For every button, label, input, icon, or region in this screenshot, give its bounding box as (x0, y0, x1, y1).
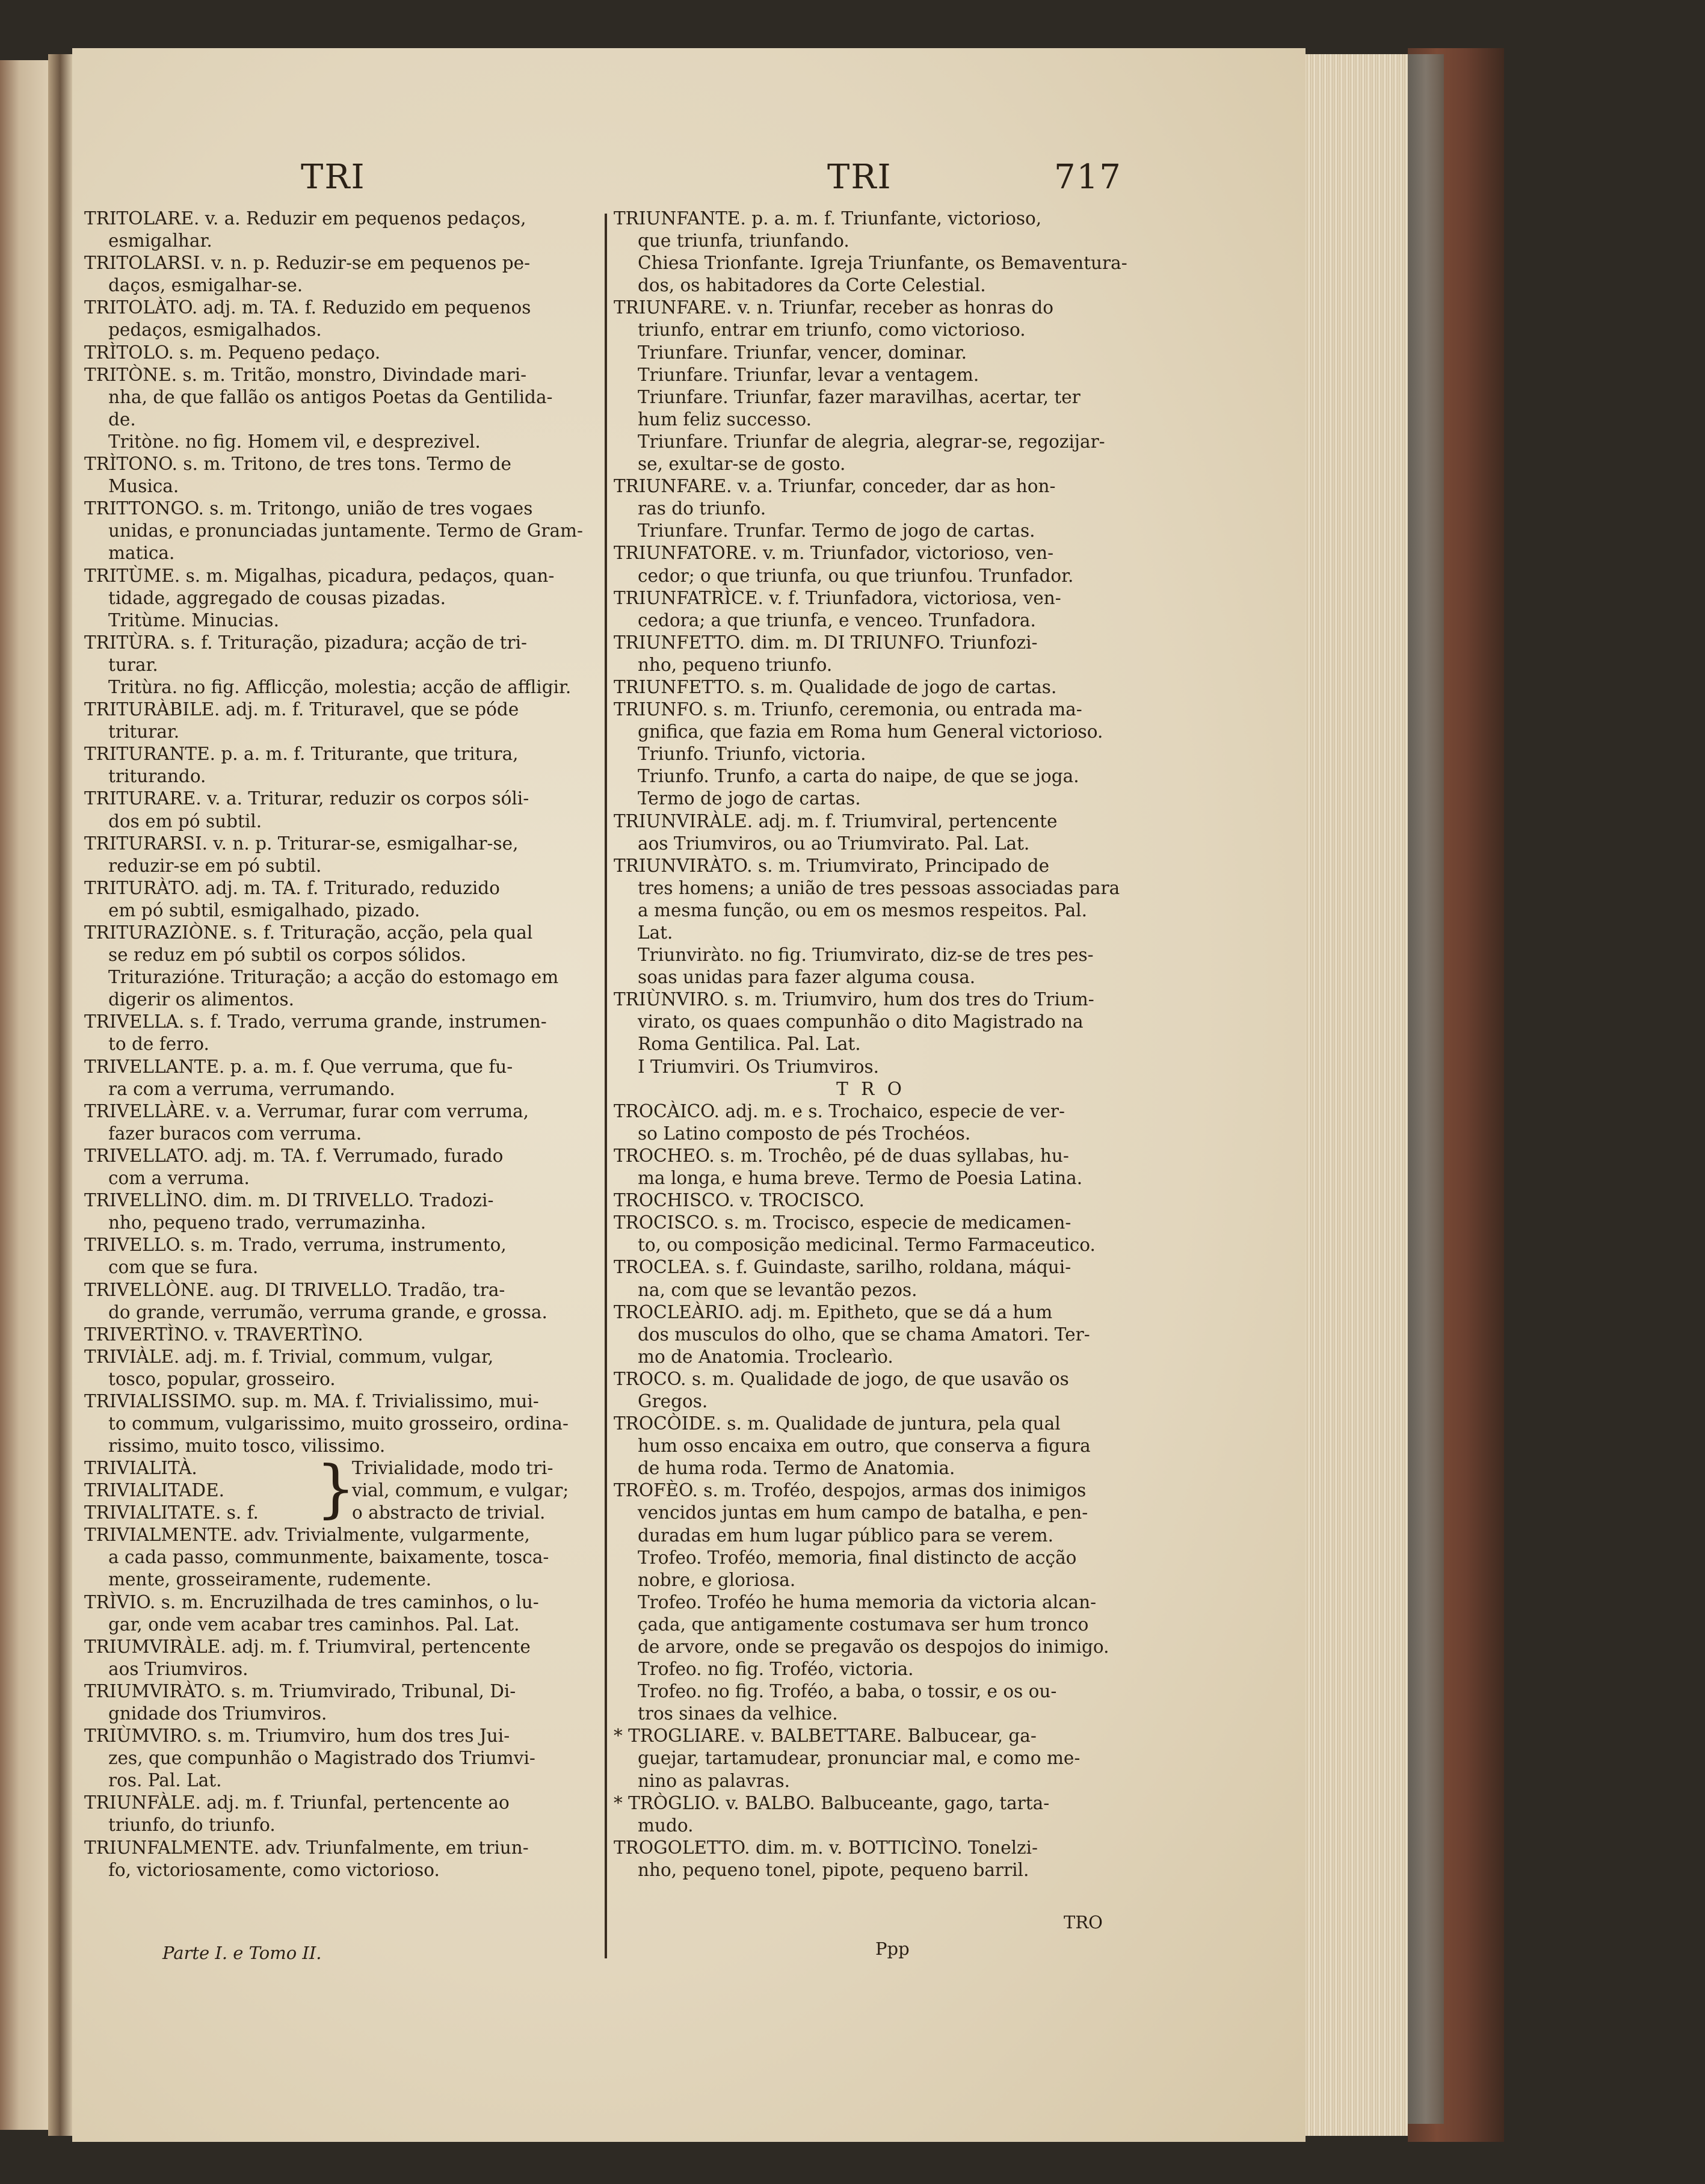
dictionary-line: Tritòne. no fig. Homem vil, e desprezivel. (108, 431, 481, 452)
dictionary-line: TRIVELLO. s. m. Trado, verruma, instrumento, (84, 1235, 507, 1256)
dictionary-line: TRIVELLÒNE. aug. DI TRIVELLO. Tradão, tra- (84, 1279, 505, 1300)
dictionary-line: TRIUNFANTE. p. a. m. f. Triunfante, victorioso, (614, 208, 1042, 229)
dictionary-line: fazer buracos com verruma. (108, 1123, 362, 1144)
dictionary-line: TRIUNVIRÀLE. adj. m. f. Triumviral, pertencente (614, 810, 1058, 831)
dictionary-line: TRIUNFATRÌCE. v. f. Triunfadora, victoriosa, ven- (614, 587, 1061, 608)
dictionary-line: ras do triunfo. (638, 498, 766, 519)
catchword: TRO (1064, 1912, 1103, 1933)
dictionary-line: soas unidas para fazer alguma cousa. (638, 967, 976, 988)
dictionary-line: TROCÀICO. adj. m. e s. Trochaico, especie de ver- (614, 1100, 1065, 1121)
dictionary-line: de arvore, onde se pregavão os despojos do inimigo. (638, 1636, 1109, 1657)
dictionary-line: to, ou composição medicinal. Termo Farmaceutico. (638, 1235, 1096, 1256)
dictionary-line: TRITURÀTO. adj. m. TA. f. Triturado, reduzido (84, 877, 500, 898)
dictionary-line: na, com que se levantão pezos. (638, 1279, 917, 1300)
dictionary-line: Chiesa Trionfante. Igreja Triunfante, os Bemaventura- (638, 253, 1127, 274)
dictionary-line: triturar. (108, 721, 180, 742)
dictionary-line: tres homens; a união de tres pessoas associadas para (638, 877, 1120, 898)
dictionary-line: nho, pequeno trado, verrumazinha. (108, 1212, 427, 1233)
volume-note: Parte I. e Tomo II. (162, 1943, 322, 1963)
dictionary-line: so Latino composto de pés Trochéos. (638, 1123, 971, 1144)
dictionary-line: zes, que compunhão o Magistrado dos Triumvi- (108, 1748, 535, 1769)
dictionary-line: tidade, aggregado de cousas pizadas. (108, 587, 446, 608)
dictionary-line: TRIUMVIRÀTO. s. m. Triumvirado, Tribunal, Di- (84, 1680, 516, 1701)
dictionary-line: aos Triumviros, ou ao Triumvirato. Pal. Lat. (638, 833, 1030, 854)
dictionary-line: * TRÒGLIO. v. BALBO. Balbuceante, gago, tarta- (614, 1792, 1050, 1813)
dictionary-line: TRITURAZIÒNE. s. f. Trituração, acção, pela qual (84, 922, 533, 943)
dictionary-line: com que se fura. (108, 1257, 259, 1278)
dictionary-line: gar, onde vem acabar tres caminhos. Pal. Lat. (108, 1614, 520, 1635)
dictionary-line: hum feliz successo. (638, 409, 812, 430)
dictionary-line: TRIÙMVIRO. s. m. Triumviro, hum dos tres Jui- (84, 1726, 510, 1747)
dictionary-line: rissimo, muito tosco, vilissimo. (108, 1436, 386, 1457)
dictionary-line: guejar, tartamudear, pronunciar mal, e como me- (638, 1748, 1081, 1769)
dictionary-line: digerir os alimentos. (108, 989, 294, 1010)
bracket-definition-line: vial, commum, e vulgar; (352, 1480, 569, 1501)
dictionary-line: Triunfo. Triunfo, victoria. (638, 744, 866, 765)
dictionary-line: nino as palavras. (638, 1770, 791, 1791)
dictionary-line: que triunfa, triunfando. (638, 230, 849, 251)
dictionary-line: TRIUNFATORE. v. m. Triunfador, victorioso, ven- (614, 543, 1054, 564)
bracket-definition (352, 1457, 569, 1524)
dictionary-line: TRIVELLA. s. f. Trado, verruma grande, instrumen- (84, 1011, 547, 1032)
dictionary-line: cedora; a que triunfa, e venceo. Trunfadora. (638, 609, 1036, 631)
dictionary-line: çada, que antigamente costumava ser hum tronco (638, 1614, 1089, 1635)
dictionary-line: dos, os habitadores da Corte Celestial. (638, 275, 986, 296)
signature-mark: Ppp (875, 1939, 910, 1959)
dictionary-line: TRIUNFETTO. s. m. Qualidade de jogo de cartas. (614, 676, 1057, 697)
dictionary-line: pedaços, esmigalhados. (108, 319, 322, 341)
dictionary-line: TROCISCO. s. m. Trocisco, especie de medicamen- (614, 1212, 1071, 1233)
dictionary-line: Triunfo. Trunfo, a carta do naipe, de que se joga. (638, 766, 1079, 787)
dictionary-line: TRITURANTE. p. a. m. f. Triturante, que tritura, (84, 744, 519, 765)
dictionary-line: TROCO. s. m. Qualidade de jogo, de que usavão os (614, 1368, 1069, 1389)
dictionary-line: nho, pequeno triunfo. (638, 654, 833, 675)
dictionary-line: TRIVIÀLE. adj. m. f. Trivial, commum, vulgar, (84, 1346, 494, 1367)
dictionary-line: de. (108, 409, 136, 430)
dictionary-line: TRITÙME. s. m. Migalhas, picadura, pedaços, quan- (84, 565, 555, 586)
dictionary-line: a cada passo, communmente, baixamente, tosca- (108, 1547, 549, 1568)
dictionary-line: TRIVELLATO. adj. m. TA. f. Verrumado, furado (84, 1145, 504, 1166)
dictionary-line: TRITTONGO. s. m. Tritongo, união de tres vogaes (84, 498, 533, 519)
dictionary-line: mudo. (638, 1815, 694, 1836)
left-column-entries-continued (84, 1524, 596, 1881)
dictionary-line: Termo de jogo de cartas. (638, 788, 861, 809)
dictionary-line: nha, de que fallão os antigos Poetas da Gentilida- (108, 386, 553, 407)
dictionary-line: triunfo, entrar em triunfo, como victorioso. (638, 319, 1026, 341)
section-letter-heading: T R O (836, 1078, 905, 1099)
dictionary-line: TRITÒNE. s. m. Tritão, monstro, Divindade mari- (84, 364, 527, 385)
dictionary-line: Trofeo. no fig. Troféo, victoria. (638, 1659, 914, 1680)
dictionary-line: ma longa, e huma breve. Termo de Poesia Latina. (638, 1168, 1083, 1189)
dictionary-line: mente, grosseiramente, rudemente. (108, 1569, 432, 1590)
dictionary-line: TRIUMVIRÀLE. adj. m. f. Triumviral, pertencente (84, 1636, 531, 1657)
dictionary-line: TRITOLARSI. v. n. p. Reduzir-se em pequenos pe- (84, 253, 531, 274)
dictionary-line: Triunfare. Triunfar, levar a ventagem. (638, 364, 979, 385)
dictionary-line: TRIUNVIRÀTO. s. m. Triumvirato, Principado de (614, 855, 1050, 876)
dictionary-line: TRIVELLÌNO. dim. m. DI TRIVELLO. Tradozi- (84, 1190, 494, 1211)
dictionary-line: Trofeo. no fig. Troféo, a baba, o tossir, e os ou- (638, 1681, 1057, 1702)
dictionary-line: Trofeo. Troféo he huma memoria da victoria alcan- (638, 1591, 1097, 1612)
dictionary-line: Trofeo. Troféo, memoria, final distincto de acção (638, 1547, 1077, 1568)
dictionary-line: com a verruma. (108, 1168, 250, 1189)
dictionary-line: triunfo, do triunfo. (108, 1815, 276, 1836)
dictionary-line: virato, os quaes compunhão o dito Magistrado na (638, 1011, 1084, 1032)
dictionary-line: TRITURARE. v. a. Triturar, reduzir os corpos sóli- (84, 788, 529, 809)
dictionary-line: Triunfare. Triunfar, vencer, dominar. (638, 342, 967, 363)
dictionary-line: hum osso encaixa em outro, que conserva a figura (638, 1436, 1091, 1457)
dictionary-line: em pó subtil, esmigalhado, pizado. (108, 899, 421, 921)
dictionary-line: TRIÙNVIRO. s. m. Triumviro, hum dos tres do Trium- (614, 989, 1094, 1010)
page-number: 717 (1054, 158, 1122, 197)
dictionary-line: TRIUNFO. s. m. Triunfo, ceremonia, ou entrada ma- (614, 699, 1082, 720)
left-column-entries (84, 208, 596, 1457)
bracket-headword: TRIVIALITÀ. (84, 1458, 197, 1479)
dictionary-line: TRIUNFARE. v. n. Triunfar, receber as honras do (614, 297, 1054, 318)
dictionary-line: gnidade dos Triumviros. (108, 1703, 327, 1724)
bracket-headword: TRIVIALITADE. (84, 1480, 224, 1501)
dictionary-line: TRIVELLANTE. p. a. m. f. Que verruma, que fu- (84, 1056, 513, 1077)
dictionary-line: tosco, popular, grosseiro. (108, 1368, 336, 1389)
dictionary-line: nho, pequeno tonel, pipote, pequeno barril. (638, 1859, 1029, 1880)
cover-board (1408, 54, 1444, 2124)
dictionary-line: TRITURÀBILE. adj. m. f. Trituravel, que se póde (84, 699, 519, 720)
dictionary-line: TRÌTOLO. s. m. Pequeno pedaço. (84, 342, 381, 363)
dictionary-line: TRIVIALMENTE. adv. Trivialmente, vulgarmente, (84, 1525, 530, 1546)
dictionary-line: Triunfare. Triunfar, fazer maravilhas, acertar, ter (638, 386, 1081, 407)
dictionary-line: * TROGLIARE. v. BALBETTARE. Balbucear, ga- (614, 1726, 1037, 1747)
dictionary-line: to commum, vulgarissimo, muito grosseiro, ordina- (108, 1413, 569, 1434)
dictionary-line: TROCLEÀRIO. adj. m. Epitheto, que se dá a hum (614, 1301, 1053, 1322)
dictionary-line: vencidos juntas em hum campo de batalha, e pen- (638, 1502, 1088, 1523)
left-column (84, 208, 596, 1881)
dictionary-line: unidas, e pronunciadas juntamente. Termo de Gram- (108, 520, 583, 541)
dictionary-line: daços, esmigalhar-se. (108, 275, 303, 296)
dictionary-line: se reduz em pó subtil os corpos sólidos. (108, 945, 467, 966)
dictionary-line: dos em pó subtil. (108, 810, 262, 831)
dictionary-line: TRIUNFARE. v. a. Triunfar, conceder, dar as hon- (614, 476, 1056, 497)
dictionary-line: TRITÙRA. s. f. Trituração, pizadura; acção de tri- (84, 632, 528, 653)
dictionary-line: TROCÒIDE. s. m. Qualidade de juntura, pela qual (614, 1413, 1061, 1434)
dictionary-line: TRIUNFETTO. dim. m. DI TRIUNFO. Triunfozi- (614, 632, 1038, 653)
dictionary-line: fo, victoriosamente, como victorioso. (108, 1859, 440, 1880)
dictionary-line: duradas em hum lugar público para se verem. (638, 1525, 1053, 1546)
dictionary-line: a mesma função, ou em os mesmos respeitos. Pal. (638, 899, 1087, 921)
dictionary-line: TRIUNFALMENTE. adv. Triunfalmente, em triun- (84, 1837, 529, 1858)
dictionary-line: Tritùme. Minucias. (108, 609, 279, 631)
dictionary-line: aos Triumviros. (108, 1658, 248, 1679)
dictionary-line: mo de Anatomia. Troclearìo. (638, 1346, 893, 1367)
dictionary-line: matica. (108, 543, 175, 564)
running-head-left: TRI (301, 158, 366, 197)
dictionary-line: cedor; o que triunfa, ou que triunfou. Trunfador. (638, 565, 1074, 586)
dictionary-line: Musica. (108, 476, 179, 497)
dictionary-line: TRÌVIO. s. m. Encruzilhada de tres caminhos, o lu- (84, 1591, 539, 1612)
dictionary-line: TRITOLARE. v. a. Reduzir em pequenos pedaços, (84, 208, 526, 229)
dictionary-line: Triunfare. Trunfar. Termo de jogo de cartas. (638, 520, 1035, 541)
right-column-entries (614, 208, 1128, 1881)
dictionary-line: turar. (108, 654, 158, 675)
dictionary-line: se, exultar-se de gosto. (638, 454, 846, 475)
dictionary-line: ros. Pal. Lat. (108, 1770, 222, 1791)
dictionary-line: Gregos. (638, 1390, 708, 1411)
dictionary-line: TRIVERTÌNO. v. TRAVERTÌNO. (84, 1324, 363, 1345)
dictionary-line: Triturazióne. Trituração; a acção do estomago em (108, 967, 559, 988)
dictionary-line: TROCHEO. s. m. Trochêo, pé de duas syllabas, hu- (614, 1145, 1069, 1166)
dictionary-line: TRITOLÀTO. adj. m. TA. f. Reduzido em pequenos (84, 297, 531, 318)
bracket-group (84, 1452, 596, 1526)
dictionary-line: TROGOLETTO. dim. m. v. BOTTICÌNO. Tonelzi- (614, 1837, 1038, 1858)
dictionary-line: TRIUNFÀLE. adj. m. f. Triunfal, pertencente ao (84, 1792, 510, 1813)
bracket-headwords (84, 1457, 259, 1524)
dictionary-line: esmigalhar. (108, 230, 212, 251)
column-rule (605, 214, 607, 1958)
dictionary-line: TROFÈO. s. m. Troféo, despojos, armas dos inimigos (614, 1480, 1087, 1501)
right-column (614, 208, 1128, 1881)
dictionary-line: Lat. (638, 922, 673, 943)
bracket-definition-line: o abstracto de trivial. (352, 1502, 546, 1523)
curly-brace: } (316, 1452, 356, 1526)
dictionary-line: TROCLEA. s. f. Guindaste, sarilho, roldana, máqui- (614, 1257, 1071, 1278)
dictionary-line: TRIVELLÀRE. v. a. Verrumar, furar com verruma, (84, 1100, 529, 1121)
dictionary-line: de huma roda. Termo de Anatomia. (638, 1458, 955, 1479)
dictionary-line: to de ferro. (108, 1034, 209, 1055)
dictionary-line: dos musculos do olho, que se chama Amatori. Ter- (638, 1324, 1090, 1345)
dictionary-line: do grande, verrumão, verruma grande, e grossa. (108, 1301, 547, 1322)
bracket-definition-line: Trivialidade, modo tri- (352, 1458, 553, 1479)
dictionary-line: Triunfare. Triunfar de alegria, alegrar-se, regozijar- (638, 431, 1105, 452)
dictionary-line: I Triumviri. Os Triumviros. (638, 1056, 879, 1077)
book-gutter (48, 54, 72, 2136)
facing-page-edge (0, 60, 48, 2130)
dictionary-line: nobre, e gloriosa. (638, 1569, 796, 1590)
dictionary-line: TRIVIALISSIMO. sup. m. MA. f. Trivialissimo, mui- (84, 1390, 539, 1411)
dictionary-line: TROCHISCO. v. TROCISCO. (614, 1190, 865, 1211)
dictionary-line: TRÌTONO. s. m. Tritono, de tres tons. Termo de (84, 454, 511, 475)
bracket-headword: TRIVIALITATE. s. f. (84, 1502, 259, 1523)
dictionary-line: tros sinaes da velhice. (638, 1703, 838, 1724)
dictionary-line: Tritùra. no fig. Afflicção, molestia; acção de affligir. (108, 676, 572, 697)
dictionary-line: Roma Gentilica. Pal. Lat. (638, 1034, 861, 1055)
dictionary-line: TRITURARSI. v. n. p. Triturar-se, esmigalhar-se, (84, 833, 519, 854)
page-stack-edges (1306, 54, 1408, 2136)
dictionary-line: ra com a verruma, verrumando. (108, 1078, 395, 1099)
running-head-right: TRI (827, 158, 892, 197)
dictionary-line: triturando. (108, 766, 206, 787)
dictionary-line: reduzir-se em pó subtil. (108, 855, 322, 876)
dictionary-line: gnifica, que fazia em Roma hum General victorioso. (638, 721, 1103, 742)
dictionary-line: Triunviràto. no fig. Triumvirato, diz-se de tres pes- (638, 945, 1094, 966)
